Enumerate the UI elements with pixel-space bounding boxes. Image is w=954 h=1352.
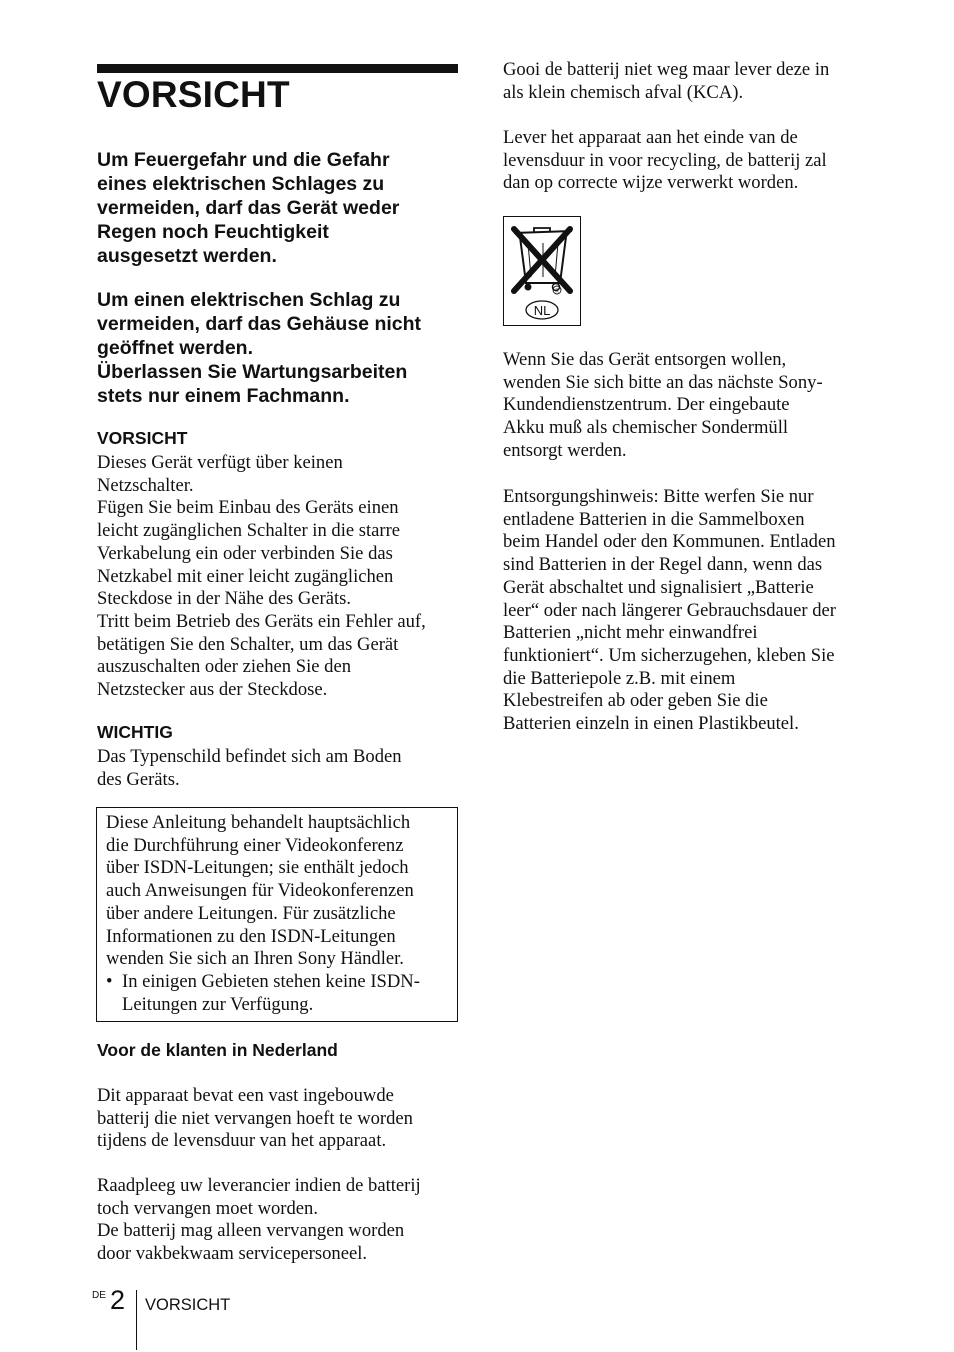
vorsicht-text: Dieses Gerät verfügt über keinen Netzschalter. Fügen Sie beim Einbau des Geräts einen leicht zugänglichen Schalter in die starre Verkabelung ein oder verbinden Sie das Netzkabel mit einer leicht zugänglichen Steckdose in der Nähe des Geräts. Tritt beim Betrieb des Geräts ein Fehler auf, betätigen Sie den Schalter, um das Gerät auszuschalten oder ziehen Sie den Netzstecker aus der Steckdose. [97,452,426,701]
disposal-p2: Entsorgungshinweis: Bitte werfen Sie nur entladene Batterien in die Sammelboxen beim Handel oder den Kommunen. Entladen sind Batterien in der Regel dann, wenn das Gerät abschaltet und signalisiert „Batterie leer“ oder nach längerer Gebrauchsdauer der Batterien „nicht mehr einwandfrei funktioniert“. Um sicherzugehen, kleben Sie die Batteriepole z.B. mit einem Klebestreifen ab oder geben Sie die Batterien einzeln in einen Plastikbeutel. [503,486,836,735]
wichtig-text: Das Typenschild befindet sich am Boden des Geräts. [97,746,402,790]
nederland-p4: Lever het apparaat aan het einde van de levensduur in voor recycling, de batterij zal dan op correcte wijze verwerkt worden. [503,127,827,194]
wichtig-heading: WICHTIG [97,722,173,742]
bullet-symbol: • [106,971,113,992]
title-rule [97,64,458,73]
shock-warning: Um einen elektrischen Schlag zu vermeiden, darf das Gehäuse nicht geöffnet werden. Überlassen Sie Wartungsarbeiten stets nur einem Fachmann. [97,289,422,407]
nederland-p1: Dit apparaat bevat een vast ingebouwde batterij die niet vervangen hoeft te worden tijdens de levensduur van het apparaat. [97,1085,413,1152]
crossed-bin-icon [504,217,580,325]
svg-text:R: R [555,288,559,295]
nederland-p2: Raadpleeg uw leverancier indien de batterij toch vervangen moet worden. De batterij mag alleen vervangen worden door vakbekwaam servicepersoneel. [97,1175,421,1265]
footer-divider [136,1290,137,1350]
footer-language: DE [92,1290,106,1301]
notice-box [96,807,458,1022]
vorsicht-heading: VORSICHT [97,428,188,448]
notice-text: Diese Anleitung behandelt hauptsächlich die Durchführung einer Videokonferenz über ISDN-Leitungen; sie enthält jedoch auch Anweisungen für Videokonferenzen über andere Leitungen. Für zusätzliche Informationen zu den ISDN-Leitungen wenden Sie sich an Ihren Sony Händler. [106,812,414,970]
recycle-logo [503,216,581,326]
nederland-p3: Gooi de batterij niet weg maar lever deze in als klein chemisch afval (KCA). [503,59,830,103]
bullet-text: In einigen Gebieten stehen keine ISDN- Leitungen zur Verfügung. [122,971,420,1015]
fire-warning: Um Feuergefahr und die Gefahr eines elektrischen Schlages zu vermeiden, darf das Gerät weder Regen noch Feuchtigkeit ausgesetzt werden. [97,149,400,267]
page-title: VORSICHT [97,74,290,115]
footer-section: VORSICHT [145,1296,231,1314]
footer-page-number: 2 [110,1285,126,1315]
recycle-logo-label: NL [533,303,551,318]
disposal-p1: Wenn Sie das Gerät entsorgen wollen, wenden Sie sich bitte an das nächste Sony- Kundendienstzentrum. Der eingebaute Akku muß als chemischer Sondermüll entsorgt werden. [503,349,823,461]
nederland-heading: Voor de klanten in Nederland [97,1040,338,1060]
